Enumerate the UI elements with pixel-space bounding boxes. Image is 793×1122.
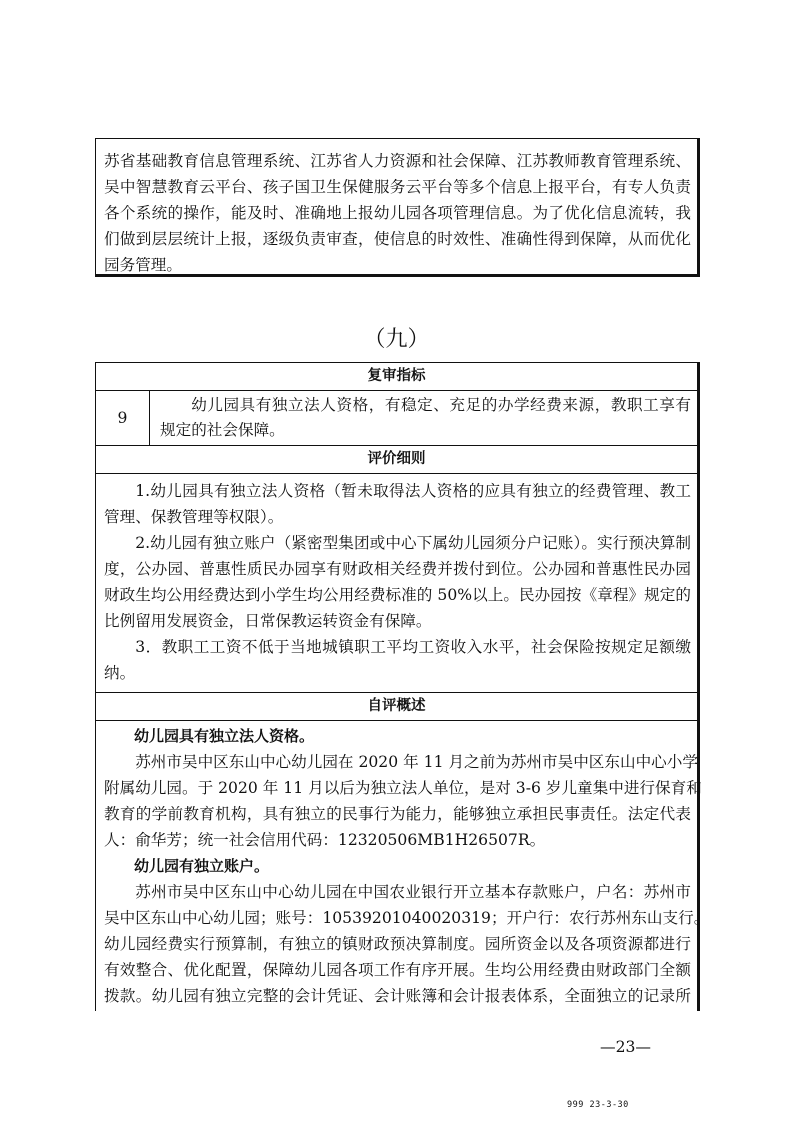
text-line: 们做到层层统计上报，逐级负责审查，使信息的时效性、准确性得到保障，从而优化 [104,230,691,248]
text-line: 2.幼儿园有独立账户（紧密型集团或中心下属幼儿园须分户记账）。实行预决算制 [135,534,691,552]
criteria-header-label: 评价细则 [367,451,426,467]
indicator-text-cell [150,393,697,443]
text-line: 有效整合、优化配置，保障幼儿园各项工作有序开展。生均公用经费由财政部门全额 [104,961,691,980]
indicator-row [96,391,697,446]
text-line: 教育的学前教育机构，具有独立的民事行为能力，能够独立承担民事责任。法定代表 [104,805,691,824]
text-line: 附属幼儿园。于 2020 年 11 月以后为独立法人单位，是对 3-6 岁儿童集中进行保育和 [104,779,702,798]
text-line: 管理、保教管理等权限）。 [104,508,284,526]
text-line: 拨款。幼儿园有独立完整的会计凭证、会计账簿和会计报表体系，全面独立的记录所 [104,987,691,1006]
text-line: 苏省基础教育信息管理系统、江苏省人力资源和社会保障、江苏教师教育管理系统、 [104,152,691,170]
text-line: 人：俞华芳；统一社会信用代码：12320506MB1H26507R。 [104,831,546,850]
self-evaluation-header-label: 自评概述 [367,698,426,714]
text-line: 园务管理。 [104,256,182,274]
text-line: 度，公办园、普惠性质民办园享有财政相关经费并拨付到位。公办园和普惠性民办园 [104,560,691,578]
indicator-number-cell [96,391,150,445]
text-line: 吴中区东山中心幼儿园；账号：10539201040020319；开户行：农行苏州东山支行。 [104,909,710,928]
self-evaluation-body [96,721,710,1009]
text-line: 各个系统的操作，能及时、准确地上报幼儿园各项管理信息。为了优化信息流转，我 [104,204,691,222]
indicator-number: 9 [117,409,128,427]
text-line: 3．教职工工资不低于当地城镇职工平均工资收入水平，社会保险按规定足额缴 [135,638,691,656]
text-line: 幼儿园经费实行预算制，有独立的镇财政预决算制度。园所资金以及各项资源都进行 [104,935,691,954]
self-evaluation-header [96,693,697,721]
review-indicator-header [96,363,697,391]
footer-code: 999 23-3-30 [567,1100,629,1110]
text-line: 幼儿园具有独立法人资格，有稳定、充足的办学经费来源，教职工享有 [191,396,691,414]
criteria-body [96,474,697,693]
text-line: 比例留用发展资金，日常保教运转资金有保障。 [104,612,432,630]
text-line: 苏州市吴中区东山中心幼儿园在 2020 年 11 月之前为苏州市吴中区东山中心小学 [135,753,698,772]
text-line: 纳。 [104,664,136,682]
text-line: 规定的社会保障。 [160,421,285,439]
review-indicator-header-label: 复审指标 [367,368,426,384]
section-heading: （九） [363,327,430,352]
text-line: 财政生均公用经费达到小学生均公用经费标准的 50%以上。民办园按《章程》规定的 [104,586,691,604]
criteria-header [96,446,697,474]
text-line: 1.幼儿园具有独立法人资格（暂未取得法人资格的应具有独立的经费管理、教工 [135,482,691,500]
page-number: —23— [600,1038,652,1056]
self-evaluation-subheading: 幼儿园有独立账户。 [134,857,270,876]
review-table [95,362,710,1011]
text-line: 吴中智慧教育云平台、孩子国卫生保健服务云平台等多个信息上报平台，有专人负责 [104,178,691,196]
continuation-text-box [95,138,700,277]
self-evaluation-subheading: 幼儿园具有独立法人资格。 [134,727,315,745]
text-line: 苏州市吴中区东山中心幼儿园在中国农业银行开立基本存款账户，户名：苏州市 [135,883,691,902]
